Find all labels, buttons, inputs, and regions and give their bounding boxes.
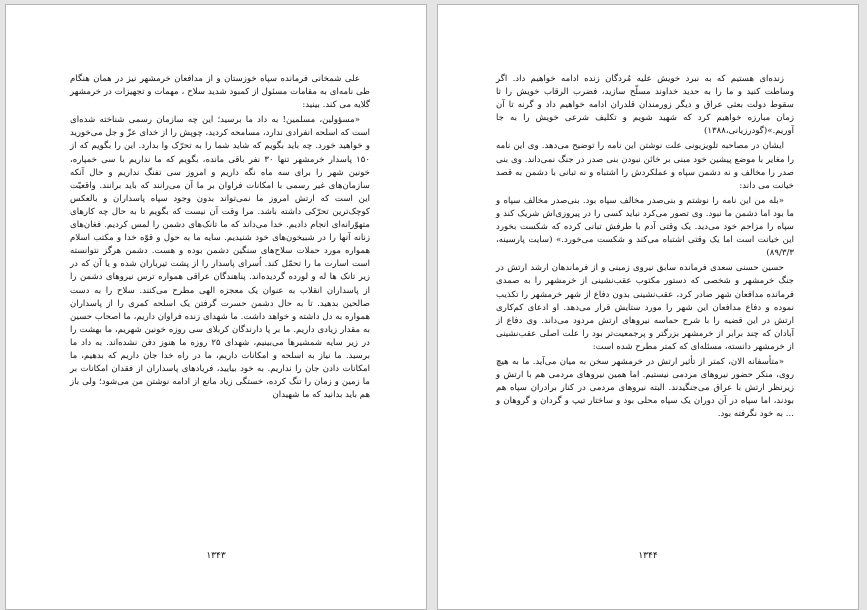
- paragraph: حسین حسنی سعدی فرمانده سابق نیروی زمینی و از فرماندهان ارشد ارتش در جنگ خرمشهر و شخصی که دستور مکتوب عقب‌نشینی از خرمشهر را به صمدی فرمانده مدافعان شهر صادر کرد، عقب‌نشینی بدون دفاع از شهر خرمشهر را تکذیب نموده و دفاع مدافعان این شهر را مورد ستایش قرار می‌دهد. او ادعای کم‌کاری ارتش در این قضیه را با شرح حماسه نیروهای ارتش مردود می‌داند. وی دفاع از آبادان که چند برابر از خرمشهر بزرگتر و پرجمعیت‌تر بود را علت اصلی عقب‌نشینی از خرمشهر دانسته، مسئله‌ای که کمتر مطرح شده است:: [496, 263, 794, 352]
- page-number: ۱۳۴۴: [638, 551, 658, 561]
- paragraph: «متأسفانه الان، کمتر از تأثیر ارتش در خرمشهر سخن به میان می‌آید. ما به هیچ روی، منکر حضور نیروهای مردمی نیستیم. اما همین نیروهای مردمی هم با ارتش و زیرنظر ارتش با عراق می‌جنگیدند. البته نیروهای مردمی در کنار برادران سپاه هم بودند، اما سپاه در آن دوران یک سپاه محلی بود و ساختار تیپ و گردان و گروهان و ... به خود نگرفته بود.: [496, 356, 794, 420]
- right-page-text: [496, 73, 794, 423]
- right-page: [437, 4, 859, 610]
- paragraph: زنده‌ای هستیم که به نبرد خویش علیه مُردگان زنده ادامه خواهیم داد. اگر وساطت کنید و ما را به حدید خداوند مسلّح سازید، فضرب الرقاب خویش را تا سقوط دولت بعثی عراق و دیگر زورمندان قلدران ادامه خواهیم داد و گرنه تا آن زمان مبارزه خواهیم کرد که شهید شویم و تکلیف شرعی خویش را به جا آوریم.»(گودرزیانی،۱۳۸۸): [496, 74, 794, 137]
- paragraph: ایشان در مصاحبه تلویزیونی علت نوشتن این نامه را توضیح می‌دهد. وی این نامه را مغایر با موضع پیشین خود مبنی بر خائن نبودن بنی صدر در جنگ نمی‌داند. وی بنی صدر را مخالف و نه دشمن سپاه و عملکردش را اشتباه و نه تبانی با دشمن به قصد خیانت می داند:: [496, 141, 794, 191]
- page-number: ۱۳۴۳: [206, 551, 226, 561]
- left-page-text: [70, 73, 370, 404]
- paragraph: «بله من این نامه را نوشتم و بنی‌صدر مخالف سپاه بود. بنی‌صدر مخالف سپاه و ما بود اما دشمن ما نبود. وی تصور می‌کرد نباید کسی را در پیروزی‌اش شریک کند و سپاه را مزاحم خود می‌دید. یک وقتی آدم با طرفش تبانی کرده که شکست بخورد این خیانت است اما یک وقتی اشتباه می‌کند و شکست می‌خورد.» (سایت پارسینه، ۸۹/۳/۳): [496, 195, 794, 259]
- paragraph: علی شمخانی فرمانده سپاه خوزستان و از مدافعان خرمشهر نیز در همان هنگام طی نامه‌ای به مقامات مسئول از کمبود شدید سلاح ، مهمات و تجهیزات در خرمشهر گلایه می کند. بینید:: [70, 74, 370, 111]
- paragraph: «مسؤولین، مسلمین! به داد ما برسید؛ این چه سازمان رسمی شناخته شده‌ای است که اسلحه انفرادی ندارد، مسامحه کردید، چوپش را از خدای عزّ و جل می‌خورید و خواهید خورد. چه باید بگویم که شاید شما را به تحرّک وا بدارد. این را بگویم که از ۱۵۰ پاسدار خرمشهر تنها ۳۰ نفر باقی مانده، بگویم که ما نداریم با سی خمپاره، خونین شهر را برای سه ماه نگه داریم و امروز سی تفنگ نداریم و حال آنکه سازمان‌های غیر رسمی با امکانات فراوان بر ما آن می‌رانند که باید برانند. واقعیّت این است که ارتش امروز ما نمی‌تواند بدون وجود سپاه پاسداران و بالعکس کوچک‌ترین تحرّکی داشته باشد. مرا وقت آن نیست که بگویم تا به حال چه کارهای متهوّرانه‌ای انجام دادیم. خدا می‌داند که ما تانک‌های دشمن را لمس کردیم. فغان‌های زنانه آنها را در شبیخون‌های خود شنیدیم. سایه ما به حول و قوّه خدا و مکتب اسلام همواره مورد حملات سلاح‌های سنگین دشمن بوده و هست. دشمن هرگز نتوانسته است اسارت ما را تحمّل کند. اُسرای پاسدار را از پشت تیرباران شده و یا آن که در زیر تانک ها له و لورده گردیده‌اند. پناهندگان عراقی همواره ترس نیروهای دشمن را از پاسداران انقلاب به عنوان یک معجزه الهی مطرح می‌کنند. سلاح را به دست صالحین بدهید. تا به حال دشمن حسرت گرفتن یک اسلحه کمری را از پاسداران همواره به دل داشته و خواهد داشت. ما شهدای زنده فراوان داریم، ما اصحاب حسین به مقدار زیادی داریم. ما بر پا دارندگان کربلای سی روزه خونین شهریم، ما بهشت را در زیر سایه شمشیرها می‌بینیم، شهدای ۲۵ روزه ما هنوز دفن نشده‌اند. به داد ما برسید. ما نیاز به اسلحه و امکانات داریم، ما در راه خدا جان داریم که بدهیم، ما امکانات دادن جان را نداریم. به خود بیایید، فریادهای پاسداران از فقدان امکانات بر ما زمین و زمان را تنگ کرده، خستگی زیاد مانع از ادامه نوشتن من می‌شود؛ ولی باز هم باید بدانید که ما شهیدان: [70, 115, 370, 401]
- left-page: [5, 4, 427, 610]
